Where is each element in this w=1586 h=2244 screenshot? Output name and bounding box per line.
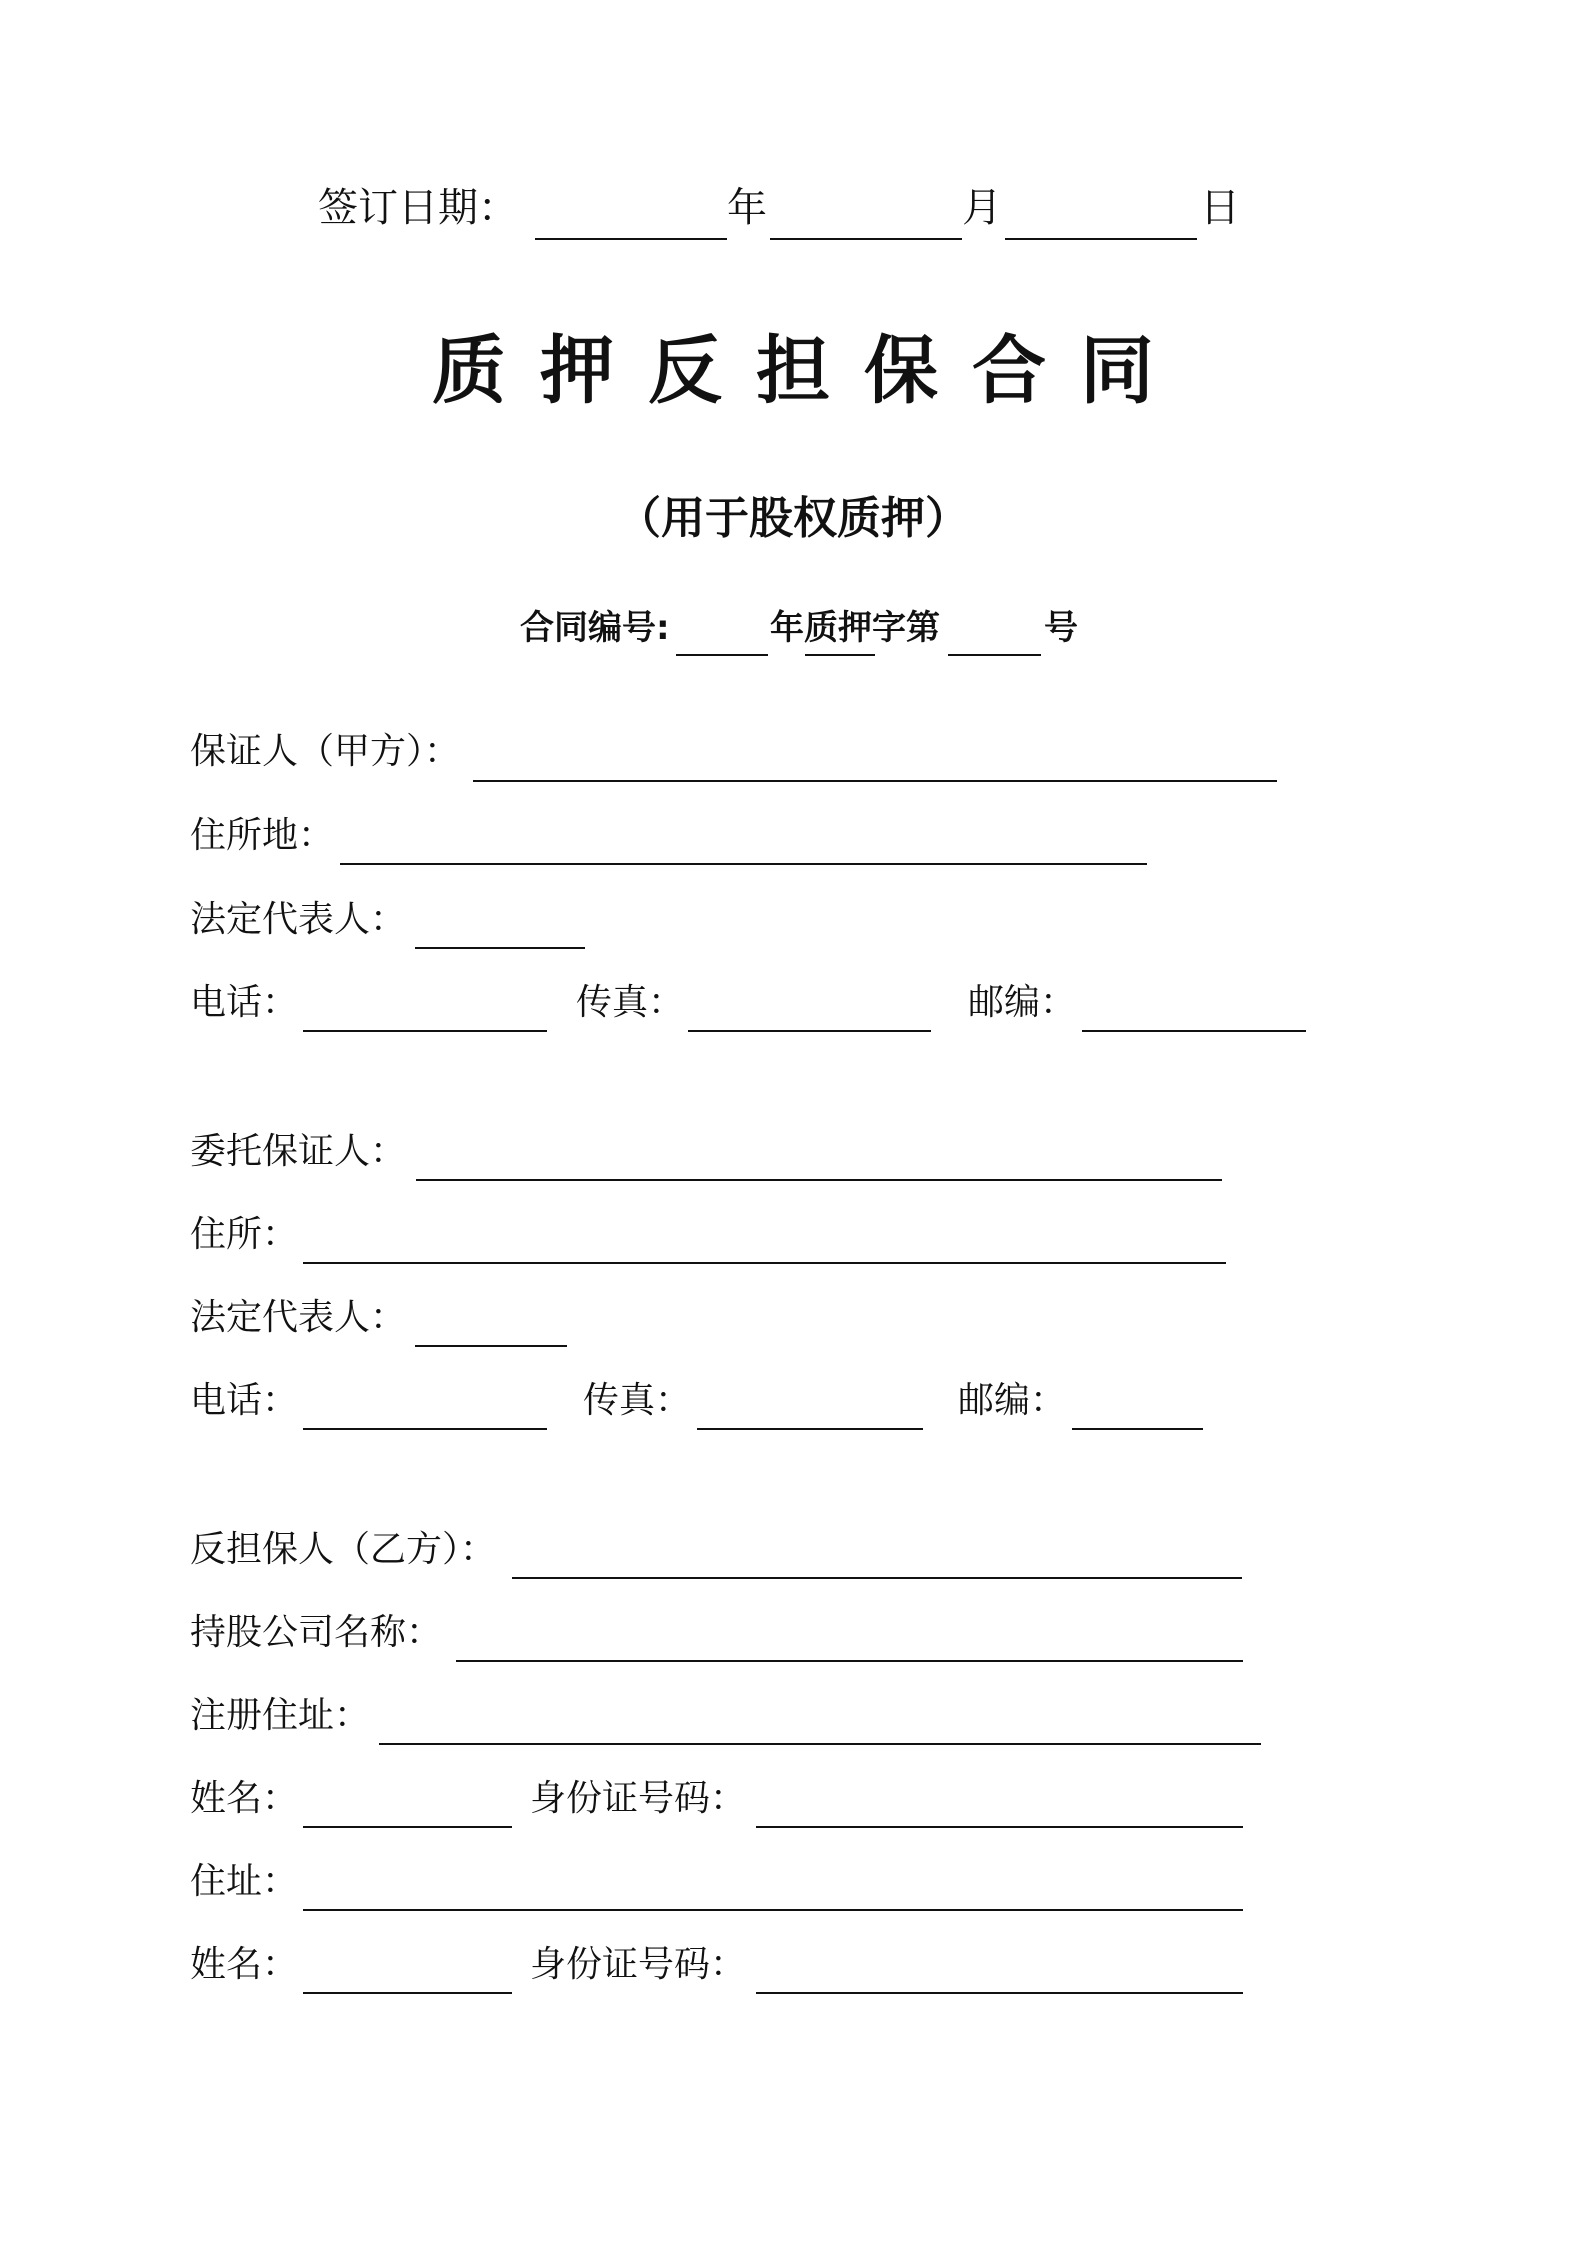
entrusting-legal-rep-field[interactable] bbox=[415, 1345, 567, 1347]
counter-guarantor-label: 反担保人（乙方）： bbox=[190, 1529, 497, 1570]
guarantor-postcode-label: 邮编： bbox=[968, 982, 1077, 1023]
contract-no-end: 号 bbox=[1044, 608, 1078, 648]
guarantor-phone-label: 电话： bbox=[190, 982, 299, 1023]
contract-no-label: 合同编号: bbox=[520, 608, 670, 648]
person2-name-field[interactable] bbox=[303, 1992, 512, 1994]
entrusting-fax-label: 传真： bbox=[583, 1380, 692, 1421]
contract-serial-field[interactable] bbox=[948, 654, 1041, 656]
entrusting-postcode-label: 邮编： bbox=[958, 1380, 1067, 1421]
guarantor-name-label: 保证人（甲方）： bbox=[190, 731, 461, 772]
signing-day-field[interactable] bbox=[1005, 238, 1197, 240]
company-name-field[interactable] bbox=[456, 1660, 1243, 1662]
signing-date-label: 签订日期： bbox=[318, 185, 518, 231]
person1-name-label: 姓名： bbox=[190, 1778, 299, 1819]
contract-type-underline bbox=[805, 654, 875, 656]
entrusting-legal-rep-label: 法定代表人： bbox=[190, 1297, 407, 1338]
entrusting-phone-label: 电话： bbox=[190, 1380, 299, 1421]
signing-month-field[interactable] bbox=[770, 238, 962, 240]
registered-address-label: 注册住址： bbox=[190, 1695, 371, 1736]
year-label: 年 bbox=[727, 185, 767, 231]
guarantor-address-field[interactable] bbox=[340, 863, 1147, 865]
person-address-label: 住址： bbox=[190, 1861, 299, 1902]
person1-id-label: 身份证号码： bbox=[530, 1778, 747, 1819]
entrusting-address-label: 住所： bbox=[190, 1214, 299, 1255]
person1-name-field[interactable] bbox=[303, 1826, 512, 1828]
entrusting-guarantor-field[interactable] bbox=[416, 1179, 1222, 1181]
guarantor-legal-rep-field[interactable] bbox=[415, 947, 585, 949]
person-address-field[interactable] bbox=[303, 1909, 1243, 1911]
guarantor-postcode-field[interactable] bbox=[1082, 1030, 1306, 1032]
guarantor-phone-field[interactable] bbox=[303, 1030, 547, 1032]
entrusting-phone-field[interactable] bbox=[303, 1428, 547, 1430]
guarantor-name-field[interactable] bbox=[473, 780, 1277, 782]
person2-id-label: 身份证号码： bbox=[530, 1944, 747, 1985]
month-label: 月 bbox=[962, 185, 1002, 231]
guarantor-address-label: 住所地： bbox=[190, 815, 335, 856]
guarantor-fax-field[interactable] bbox=[688, 1030, 931, 1032]
person1-id-field[interactable] bbox=[756, 1826, 1243, 1828]
entrusting-guarantor-label: 委托保证人： bbox=[190, 1131, 407, 1172]
entrusting-address-field[interactable] bbox=[303, 1262, 1226, 1264]
contract-no-middle: 年质押字第 bbox=[770, 608, 940, 648]
entrusting-postcode-field[interactable] bbox=[1072, 1428, 1203, 1430]
contract-year-field[interactable] bbox=[676, 654, 768, 656]
company-name-label: 持股公司名称： bbox=[190, 1612, 443, 1653]
person2-name-label: 姓名： bbox=[190, 1944, 299, 1985]
counter-guarantor-field[interactable] bbox=[512, 1577, 1242, 1579]
document-title: 质押反担保合同 bbox=[432, 328, 1188, 414]
signing-year-field[interactable] bbox=[535, 238, 727, 240]
document-subtitle: （用于股权质押） bbox=[617, 493, 969, 544]
guarantor-fax-label: 传真： bbox=[576, 982, 685, 1023]
person2-id-field[interactable] bbox=[756, 1992, 1243, 1994]
day-label: 日 bbox=[1200, 185, 1240, 231]
guarantor-legal-rep-label: 法定代表人： bbox=[190, 899, 407, 940]
entrusting-fax-field[interactable] bbox=[697, 1428, 923, 1430]
registered-address-field[interactable] bbox=[379, 1743, 1261, 1745]
